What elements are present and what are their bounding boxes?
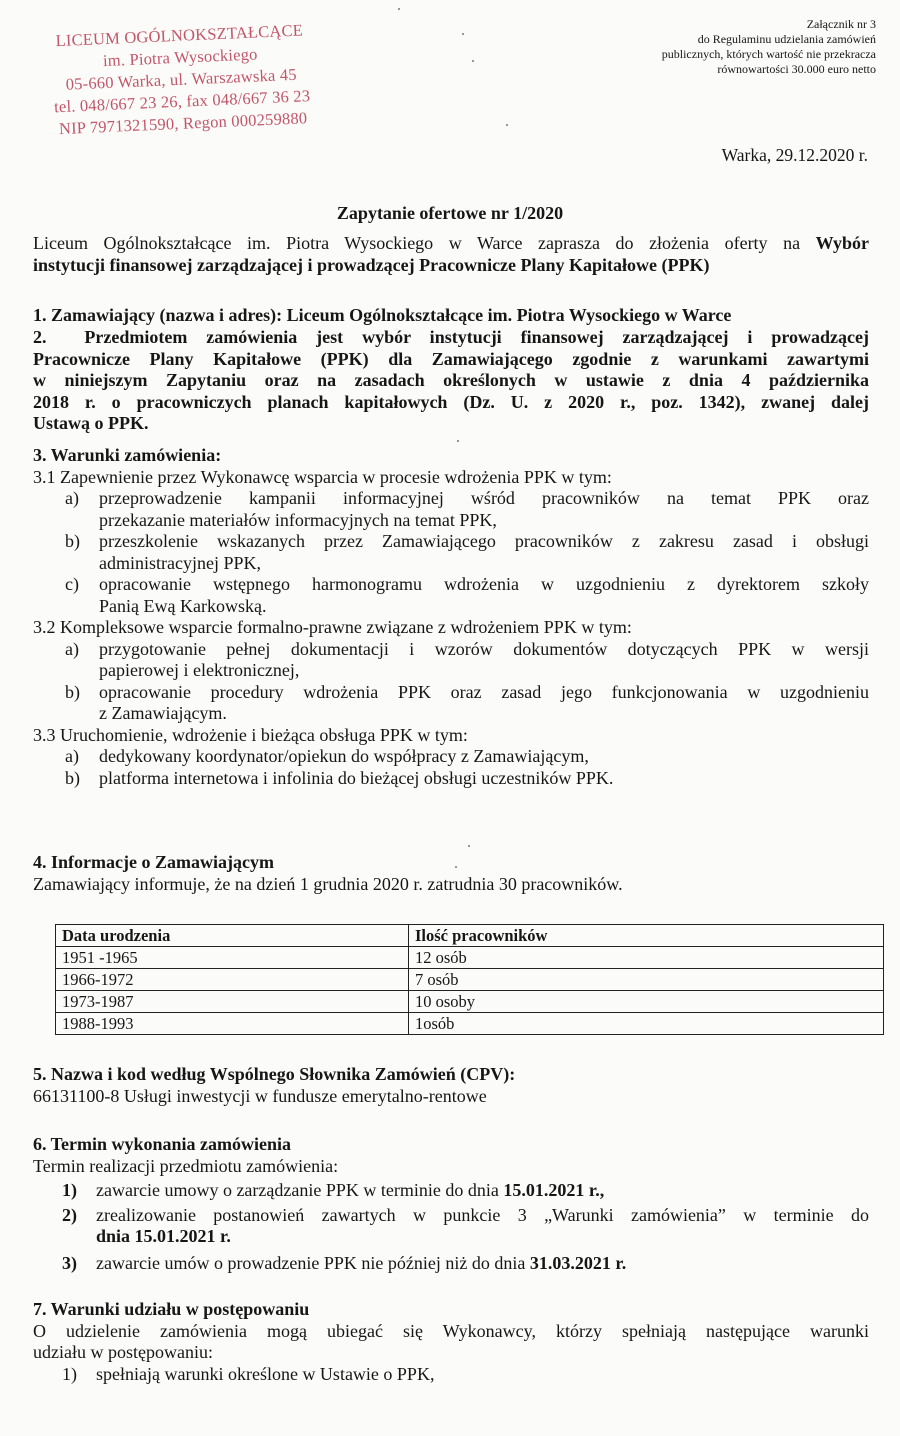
scan-speck — [506, 124, 508, 126]
section-3-2-heading: 3.2 Kompleksowe wsparcie formalno-prawne związane z wdrożeniem PPK w tym: — [33, 617, 632, 637]
list-item — [65, 488, 869, 531]
table-row — [56, 1013, 884, 1035]
section-2-line: 2018 r. o pracowniczych planach kapitałowych (Dz. U. z 2020 r., poz. 1342), zwanej dalej — [33, 391, 869, 412]
stamp-line: LICEUM OGÓLNOKSZTAŁCĄCE — [55, 20, 304, 51]
section-4 — [33, 852, 869, 895]
deadline: dnia 15.01.2021 r. — [96, 1226, 231, 1246]
table-header: Data urodzenia — [56, 925, 409, 947]
list-label: c) — [65, 574, 79, 594]
section-6 — [33, 1134, 869, 1274]
section-3-heading: 3. Warunki zamówienia: — [33, 445, 222, 465]
section-7-list — [33, 1364, 869, 1386]
list-item — [65, 682, 869, 725]
list-label: a) — [65, 638, 79, 659]
list-text: dedykowany koordynator/opiekun do współpracy z Zamawiającym, — [99, 746, 589, 766]
table-cell: 1osób — [409, 1013, 884, 1035]
section-5-heading: 5. Nazwa i kod według Wspólnego Słownika Zamówień (CPV): — [33, 1064, 516, 1084]
section-3-2-list — [33, 639, 869, 725]
section-3 — [33, 445, 869, 789]
table-cell: 1973-1987 — [56, 991, 409, 1013]
section-1-text: Zamawiający (nazwa i adres): Liceum Ogólnokształcące im. Piotra Wysockiego w Warce — [51, 305, 732, 325]
table-cell: 1966-1972 — [56, 969, 409, 991]
annex-line: publicznych, których wartość nie przekracza — [661, 47, 876, 61]
section-2-line: Przedmiotem zamówienia jest wybór instytucji finansowej zarządzającej i prowadzącej — [84, 327, 869, 347]
section-6-heading: 6. Termin wykonania zamówienia — [33, 1134, 292, 1154]
list-label: b) — [65, 681, 80, 702]
list-label: a) — [65, 488, 79, 508]
list-text: przeszkolenie wskazanych przez Zamawiającego pracowników z zakresu zasad i obsługi — [99, 531, 869, 551]
list-label: 1) — [62, 1180, 77, 1200]
section-2 — [33, 327, 869, 435]
list-text: zawarcie umów o prowadzenie PPK nie później niż do dnia — [96, 1252, 530, 1273]
section-3-3-heading: 3.3 Uruchomienie, wdrożenie i bieżąca obsługa PPK w tym: — [33, 724, 468, 745]
list-label: b) — [65, 531, 80, 551]
stamp-line: NIP 7971321590, Regon 000259880 — [58, 108, 308, 139]
intro-bold-line: instytucji finansowej zarządzającej i prowadzącej Pracownicze Plany Kapitałowe (PPK) — [33, 254, 710, 275]
intro-text: Liceum Ogólnokształcące im. Piotra Wysockiego w Warce zaprasza do złożenia oferty na — [33, 233, 816, 253]
employee-table — [55, 924, 884, 1035]
list-item — [62, 1364, 869, 1386]
annex-line: Załącznik nr 3 — [806, 17, 876, 31]
table-cell: 12 osób — [409, 947, 884, 969]
intro-paragraph — [33, 233, 869, 276]
scan-speck — [462, 33, 464, 35]
list-text: zrealizowanie postanowień zawartych w punkcie 3 „Warunki zamówienia” w terminie do — [96, 1204, 869, 1225]
table-row — [56, 969, 884, 991]
list-text: opracowanie procedury wdrożenia PPK oraz zasad jego funkcjonowania w uzgodnieniu — [99, 681, 869, 702]
list-item — [65, 746, 869, 768]
list-item — [62, 1205, 869, 1248]
section-1-number: 1. — [33, 305, 47, 325]
table-row — [56, 947, 884, 969]
table-cell: 1951 -1965 — [56, 947, 409, 969]
list-label: 2) — [62, 1204, 77, 1225]
list-text: przekazanie materiałów informacyjnych na temat PPK, — [99, 509, 497, 530]
stamp-line: 05-660 Warka, ul. Warszawska 45 — [65, 64, 298, 94]
section-7 — [33, 1299, 869, 1385]
section-6-list — [33, 1180, 869, 1274]
table-cell: 7 osób — [409, 969, 884, 991]
section-6-intro: Termin realizacji przedmiotu zamówienia: — [33, 1155, 339, 1176]
section-3-1-list — [33, 488, 869, 617]
list-text: administracyjnej PPK, — [99, 552, 261, 573]
list-label: b) — [65, 767, 80, 788]
list-item — [62, 1253, 869, 1275]
section-2-line: Ustawą o PPK. — [33, 413, 149, 433]
annex-line: do Regulaminu udzielania zamówień — [697, 32, 876, 46]
scan-speck — [457, 440, 459, 442]
annex-line: równowartości 30.000 euro netto — [717, 62, 876, 76]
table-header: Ilość pracowników — [409, 925, 884, 947]
list-item — [65, 639, 869, 682]
section-4-text: Zamawiający informuje, że na dzień 1 grudnia 2020 r. zatrudnia 30 pracowników. — [33, 873, 623, 894]
list-text: papierowej i elektronicznej, — [99, 660, 300, 680]
list-label: 1) — [62, 1363, 77, 1384]
list-text: Panią Ewą Karkowską. — [99, 595, 267, 616]
place-date: Warka, 29.12.2020 r. — [721, 145, 868, 165]
deadline: 15.01.2021 r., — [503, 1180, 605, 1200]
school-stamp — [14, 18, 348, 142]
section-7-text: O udzielenie zamówienia mogą ubiegać się Wykonawcy, którzy spełniają następujące warunki — [33, 1320, 869, 1341]
table-cell: 10 osoby — [409, 991, 884, 1013]
annex-note — [556, 17, 876, 77]
deadline: 31.03.2021 r. — [529, 1252, 627, 1273]
section-7-heading: 7. Warunki udziału w postępowaniu — [33, 1299, 310, 1319]
stamp-line: tel. 048/667 23 26, fax 048/667 36 23 — [53, 86, 311, 117]
list-text: przeprowadzenie kampanii informacyjnej wśród pracowników na temat PPK oraz — [99, 488, 869, 508]
table-row — [56, 991, 884, 1013]
list-label: 3) — [62, 1252, 77, 1273]
section-1 — [33, 305, 731, 327]
section-2-line: w niniejszym Zapytaniu oraz na zasadach określonych w ustawie z dnia 4 października — [33, 370, 869, 390]
list-text: opracowanie wstępnego harmonogramu wdrożenia w uzgodnieniu z dyrektorem szkoły — [99, 574, 869, 594]
section-4-heading: 4. Informacje o Zamawiającym — [33, 852, 274, 872]
table-cell: 1988-1993 — [56, 1013, 409, 1035]
list-item — [62, 1180, 869, 1202]
list-text: z Zamawiającym. — [99, 703, 227, 723]
section-7-text: udziału w postępowaniu: — [33, 1342, 213, 1362]
list-item — [65, 531, 869, 574]
section-5 — [33, 1064, 869, 1107]
intro-bold: Wybór — [815, 233, 869, 253]
section-3-1-heading: 3.1 Zapewnienie przez Wykonawcę wsparcia w procesie wdrożenia PPK w tym: — [33, 466, 612, 487]
stamp-line: im. Piotra Wysockiego — [102, 44, 258, 71]
section-3-3-list — [33, 746, 869, 789]
page-title: Zapytanie ofertowe nr 1/2020 — [336, 203, 564, 223]
section-2-line: Pracownicze Plany Kapitałowe (PPK) dla Zamawiającego zgodnie z warunkami zawartymi — [33, 348, 869, 369]
list-label: a) — [65, 746, 79, 766]
list-text: platforma internetowa i infolinia do bieżącej obsługi uczestników PPK. — [99, 767, 614, 788]
section-2-number: 2. — [33, 327, 47, 347]
list-item — [65, 768, 869, 790]
section-5-text: 66131100-8 Usługi inwestycji w fundusze emerytalno-rentowe — [33, 1085, 487, 1106]
list-text: spełniają warunki określone w Ustawie o PPK, — [96, 1363, 435, 1384]
table-header-row — [56, 925, 884, 947]
scan-speck — [398, 8, 400, 10]
list-item — [65, 574, 869, 617]
scan-speck — [455, 866, 457, 868]
list-text: zawarcie umowy o zarządzanie PPK w terminie do dnia — [96, 1180, 504, 1200]
scan-speck — [472, 60, 474, 62]
list-text: przygotowanie pełnej dokumentacji i wzorów dokumentów dotyczących PPK w wersji — [99, 638, 869, 659]
scan-speck — [468, 845, 470, 847]
